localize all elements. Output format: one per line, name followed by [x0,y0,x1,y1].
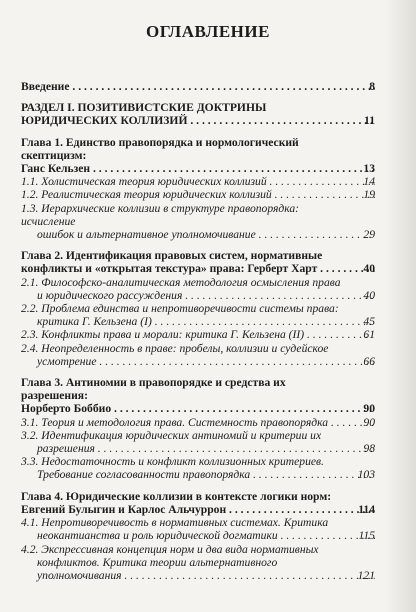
toc-entry-line: 2.4. Неопределенность в праве: пробелы, коллизии и судейское [21,341,329,355]
toc-entry-line: 3.3. Недостаточность и конфликт коллизионных критериев. [21,455,324,469]
toc-entry-title [21,136,375,176]
toc-chapter-entry [21,249,375,275]
toc-page-number: 90 [363,402,375,416]
toc-section-entry [21,416,375,429]
toc-page-number: 121 [357,568,375,582]
toc-entry-title [21,543,375,583]
toc-chapter-entry [21,101,375,127]
toc-chapter-entry [21,490,375,516]
toc-entry-line: Евгений Булыгин и Карлос Альчуррон . . . [21,503,375,516]
toc-entry-line: Глава 1. Единство правопорядка и нормологический скептицизм: [21,135,299,162]
table-of-contents [21,80,375,582]
toc-page-number: 11 [364,114,375,128]
toc-section-entry [21,516,375,542]
toc-section-entry [21,276,375,302]
toc-chapter-entry [21,136,375,176]
toc-entry-line: разрешения . . . [21,442,375,455]
toc-section-entry [21,328,375,341]
toc-entry-line: Ганс Кельзен . . . [21,162,375,175]
toc-page-number: 45 [363,315,375,329]
toc-entry-line: уполномочивания . . . [21,569,375,582]
toc-section-entry [21,175,375,188]
toc-page-number: 114 [358,502,375,516]
toc-page-number: 8 [369,80,375,93]
facing-page-edge [386,0,416,612]
toc-page-number: 29 [363,228,375,242]
toc-entry-title [21,376,375,416]
toc-entry-line: ошибок и альтернативное уполномочивание . . . [21,228,375,241]
toc-entry-line: РАЗДЕЛ I. ПОЗИТИВИСТСКИЕ ДОКТРИНЫ [21,101,267,115]
toc-entry-title [21,302,375,328]
toc-page-number: 115 [358,529,375,543]
toc-page-number: 103 [357,468,375,482]
toc-entry-line: неокантианства и роль юридической догматики . . . [21,529,375,542]
toc-entry-line: конфликты и «открытая текстура» права: Герберт Харт . . . [21,262,375,275]
page-title: ОГЛАВЛЕНИЕ [146,22,270,41]
toc-entry-line: Глава 2. Идентификация правовых систем, нормативные [21,249,323,263]
toc-entry-title [21,80,375,93]
toc-entry-line: 4.1. Непротиворечивость в нормативных системах. Критика [21,516,329,530]
toc-page-number: 40 [363,262,375,276]
toc-entry-title [21,516,375,542]
toc-entry-line: 1.1. Холистическая теория юридических коллизий . . . [21,175,375,188]
toc-section-entry [21,429,375,455]
toc-entry-line: критика Г. Кельзена (I) . . . [21,315,375,328]
toc-entry-line: 4.2. Экспрессивная концепция норм и два вида нормативных [21,542,319,556]
toc-entry-title [21,342,375,368]
toc-section-entry [21,202,375,242]
toc-entry-title [21,101,375,127]
toc-page-number: 66 [363,354,375,368]
toc-entry-title [21,202,375,242]
toc-entry-title [21,328,375,341]
toc-entry-title [21,416,375,429]
toc-section-entry [21,455,375,481]
toc-entry-line: 3.2. Идентификация юридических антиномий и критерии их [21,428,322,442]
toc-page-number: 90 [363,415,375,429]
toc-entry-line: Норберто Боббио . . . [21,402,375,415]
toc-entry-title [21,188,375,201]
toc-section-entry [21,188,375,201]
toc-entry-line: ЮРИДИЧЕСКИХ КОЛЛИЗИЙ . . . [21,114,375,127]
toc-page-number: 19 [363,188,375,202]
toc-entry-line: 1.3. Иерархические коллизии в структуре правопорядка: исчисление [21,201,300,228]
toc-entry-title [21,429,375,455]
toc-section-entry [21,302,375,328]
toc-page-number: 40 [363,288,375,302]
toc-entry-line: 1.2. Реалистическая теория юридических коллизий . . . [21,188,375,201]
toc-section-entry [21,543,375,583]
toc-entry-line: Глава 3. Антиномии в правопорядке и средства их разрешения: [21,376,286,403]
toc-entry-line: усмотрение . . . [21,355,375,368]
toc-entry-title [21,276,375,302]
toc-entry-line: 2.3. Конфликты права и морали: критика Г. Кельзена (II) . . . [21,328,375,341]
toc-page-number: 14 [363,175,375,189]
toc-page-number: 13 [363,162,375,176]
toc-entry-line: Введение . . . [21,80,375,93]
toc-entry-title [21,249,375,275]
toc-entry-line: Требование согласованности правопорядка . . . [21,468,375,481]
toc-chapter-entry [21,80,375,93]
toc-entry-line: конфликтов. Критика теории альтернативного [37,555,278,569]
toc-page-number: 61 [363,328,375,342]
toc-entry-title [21,175,375,188]
toc-entry-title [21,490,375,516]
toc-chapter-entry [21,376,375,416]
toc-page-number: 98 [363,442,375,456]
toc-section-entry [21,342,375,368]
toc-entry-title [21,455,375,481]
toc-entry-line: 3.1. Теория и методология права. Системность правопорядка . . . [21,416,375,429]
toc-entry-line: Глава 4. Юридические коллизии в контексте логики норм: [21,489,332,503]
toc-entry-line: 2.2. Проблема единства и непротиворечивости системы права: [21,302,339,316]
toc-entry-line: 2.1. Философско-аналитическая методология осмысления права [21,275,341,289]
toc-entry-line: и юридического рассуждения . . . [21,289,375,302]
